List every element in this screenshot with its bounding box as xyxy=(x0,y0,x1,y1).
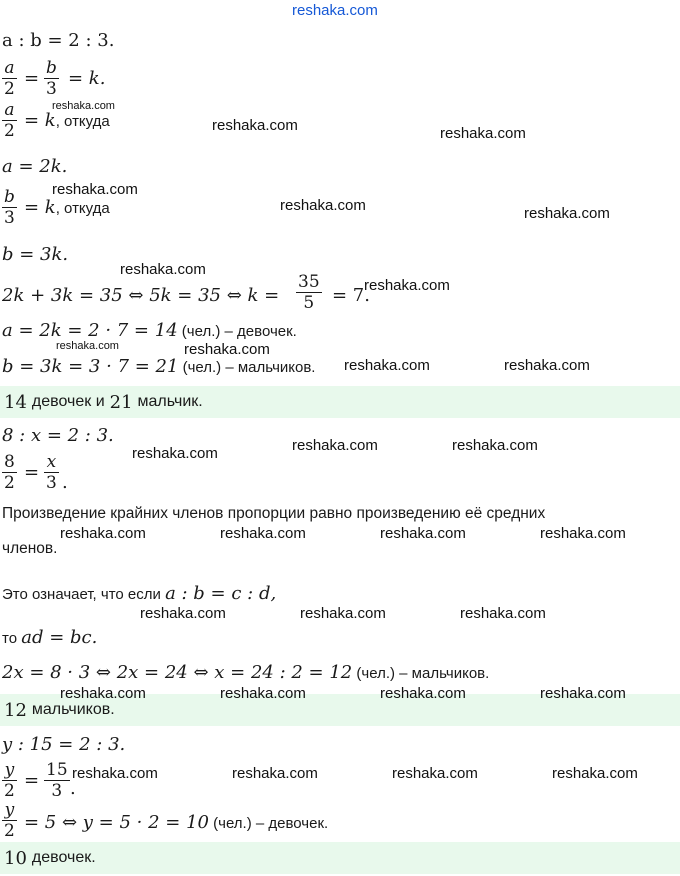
ratio-y15: y : 15 = 2 : 3. xyxy=(2,734,126,755)
fraction-denominator: 2 xyxy=(4,121,15,141)
answer-number: 21 xyxy=(109,391,133,413)
fraction-y-2-second xyxy=(2,800,17,841)
fraction-x-3 xyxy=(44,452,59,493)
fraction-8-2 xyxy=(2,452,17,493)
answer-text: мальчик. xyxy=(137,393,203,410)
equals-k-line xyxy=(24,110,110,131)
fraction-denominator: 2 xyxy=(4,821,15,841)
answer-number: 10 xyxy=(4,847,27,869)
watermark: reshaka.com xyxy=(440,125,526,142)
girls-calc-math: = 5 ⇔ y = 5 · 2 = 10 xyxy=(24,812,209,833)
watermark: reshaka.com xyxy=(72,765,158,782)
fraction-numerator: x xyxy=(46,452,57,472)
watermark: reshaka.com xyxy=(52,181,138,198)
fraction-numerator: 15 xyxy=(46,760,68,780)
period: . xyxy=(70,778,76,799)
fraction-numerator: y xyxy=(4,800,15,820)
period: . xyxy=(62,472,68,493)
then-text: то xyxy=(2,630,22,647)
fraction-denominator: 2 xyxy=(4,781,15,801)
calc-math: 2x = 8 · 3 ⇔ 2x = 24 ⇔ x = 24 : 2 = 12 xyxy=(2,662,353,683)
fraction-a-2-second xyxy=(2,100,17,141)
rule-line-1: Произведение крайних членов пропорции равно произведению её средних xyxy=(2,505,546,522)
watermark: reshaka.com xyxy=(292,437,378,454)
answer-number: 12 xyxy=(4,699,27,721)
fraction-b-3 xyxy=(44,58,59,99)
watermark: reshaka.com xyxy=(452,437,538,454)
fraction-numerator: a xyxy=(4,100,15,120)
answer-text: мальчиков. xyxy=(31,701,115,718)
boys-text: (чел.) – мальчиков. xyxy=(178,359,316,376)
means-line xyxy=(2,583,276,604)
watermark: reshaka.com xyxy=(504,357,590,374)
equals-sign: = xyxy=(24,462,40,483)
equals-k-line-b xyxy=(24,197,110,218)
watermark: reshaka.com xyxy=(380,685,466,702)
equals-sign: = xyxy=(24,68,40,89)
answer-box-1 xyxy=(0,386,680,418)
fraction-denominator: 3 xyxy=(46,79,57,99)
fraction-numerator: b xyxy=(4,187,15,207)
fraction-b-3-second xyxy=(2,187,17,228)
watermark: reshaka.com xyxy=(280,197,366,214)
whence-text: , откуда xyxy=(55,200,110,217)
result-a: a = 2k. xyxy=(2,156,68,177)
fraction-numerator: y xyxy=(4,760,15,780)
ratio-8x: 8 : x = 2 : 3. xyxy=(2,425,114,446)
watermark: reshaka.com xyxy=(220,525,306,542)
site-logo-link[interactable]: reshaka.com xyxy=(292,2,378,19)
answer-number: 14 xyxy=(4,391,27,413)
boys-count-line xyxy=(2,356,315,377)
calc-text: (чел.) – мальчиков. xyxy=(352,665,490,682)
watermark: reshaka.com xyxy=(52,100,115,112)
then-line xyxy=(2,627,97,648)
watermark: reshaka.com xyxy=(140,605,226,622)
watermark: reshaka.com xyxy=(540,685,626,702)
watermark: reshaka.com xyxy=(392,765,478,782)
watermark: reshaka.com xyxy=(344,357,430,374)
watermark: reshaka.com xyxy=(60,525,146,542)
fraction-denominator: 2 xyxy=(4,79,15,99)
girls-text: (чел.) – девочек. xyxy=(177,323,297,340)
watermark: reshaka.com xyxy=(380,525,466,542)
fraction-numerator: b xyxy=(46,58,57,78)
sum-equation-right: = 7. xyxy=(332,285,370,306)
fraction-numerator: a xyxy=(4,58,15,78)
boys-math: b = 3k = 3 · 7 = 21 xyxy=(2,356,179,377)
result-b: b = 3k. xyxy=(2,244,69,265)
then-math: ad = bc. xyxy=(21,627,98,648)
watermark: reshaka.com xyxy=(132,445,218,462)
sum-equation-left: 2k + 3k = 35 ⇔ 5k = 35 ⇔ k = xyxy=(2,285,280,306)
fraction-denominator: 3 xyxy=(46,473,57,493)
girls-calc-text: (чел.) – девочек. xyxy=(208,815,329,832)
fraction-35-5 xyxy=(296,272,322,313)
fraction-a-2 xyxy=(2,58,17,99)
girls-count-line xyxy=(2,320,297,341)
equals-sign: = xyxy=(24,770,40,791)
watermark: reshaka.com xyxy=(232,765,318,782)
watermark: reshaka.com xyxy=(524,205,610,222)
watermark: reshaka.com xyxy=(552,765,638,782)
whence-text: , откуда xyxy=(55,113,110,130)
fraction-denominator: 5 xyxy=(303,293,315,313)
watermark: reshaka.com xyxy=(460,605,546,622)
watermark: reshaka.com xyxy=(184,341,270,358)
boys-calc-line xyxy=(2,662,489,683)
watermark: reshaka.com xyxy=(220,685,306,702)
fraction-numerator: 8 xyxy=(4,452,15,472)
equals-k: = k. xyxy=(68,68,106,89)
answer-box-3 xyxy=(0,842,680,874)
watermark: reshaka.com xyxy=(300,605,386,622)
watermark: reshaka.com xyxy=(540,525,626,542)
rule-line-2: членов. xyxy=(2,540,58,557)
watermark: reshaka.com xyxy=(60,685,146,702)
watermark: reshaka.com xyxy=(364,277,450,294)
watermark: reshaka.com xyxy=(120,261,206,278)
means-math: a : b = c : d, xyxy=(165,583,277,604)
fraction-denominator: 3 xyxy=(51,781,63,801)
fraction-15-3 xyxy=(44,760,70,801)
answer-text: девочек и xyxy=(31,393,105,410)
girls-math: a = 2k = 2 · 7 = 14 xyxy=(2,320,178,341)
ratio-ab: a : b = 2 : 3. xyxy=(2,30,115,51)
fraction-denominator: 3 xyxy=(4,208,15,228)
equals-k: = k xyxy=(24,197,56,218)
watermark: reshaka.com xyxy=(56,340,119,352)
means-text: Это означает, что если xyxy=(2,586,166,603)
fraction-y-2 xyxy=(2,760,17,801)
watermark: reshaka.com xyxy=(212,117,298,134)
girls-calc-line xyxy=(24,812,328,833)
fraction-numerator: 35 xyxy=(298,272,320,292)
equals-k: = k xyxy=(24,110,56,131)
fraction-denominator: 2 xyxy=(4,473,15,493)
answer-text: девочек. xyxy=(31,849,96,866)
